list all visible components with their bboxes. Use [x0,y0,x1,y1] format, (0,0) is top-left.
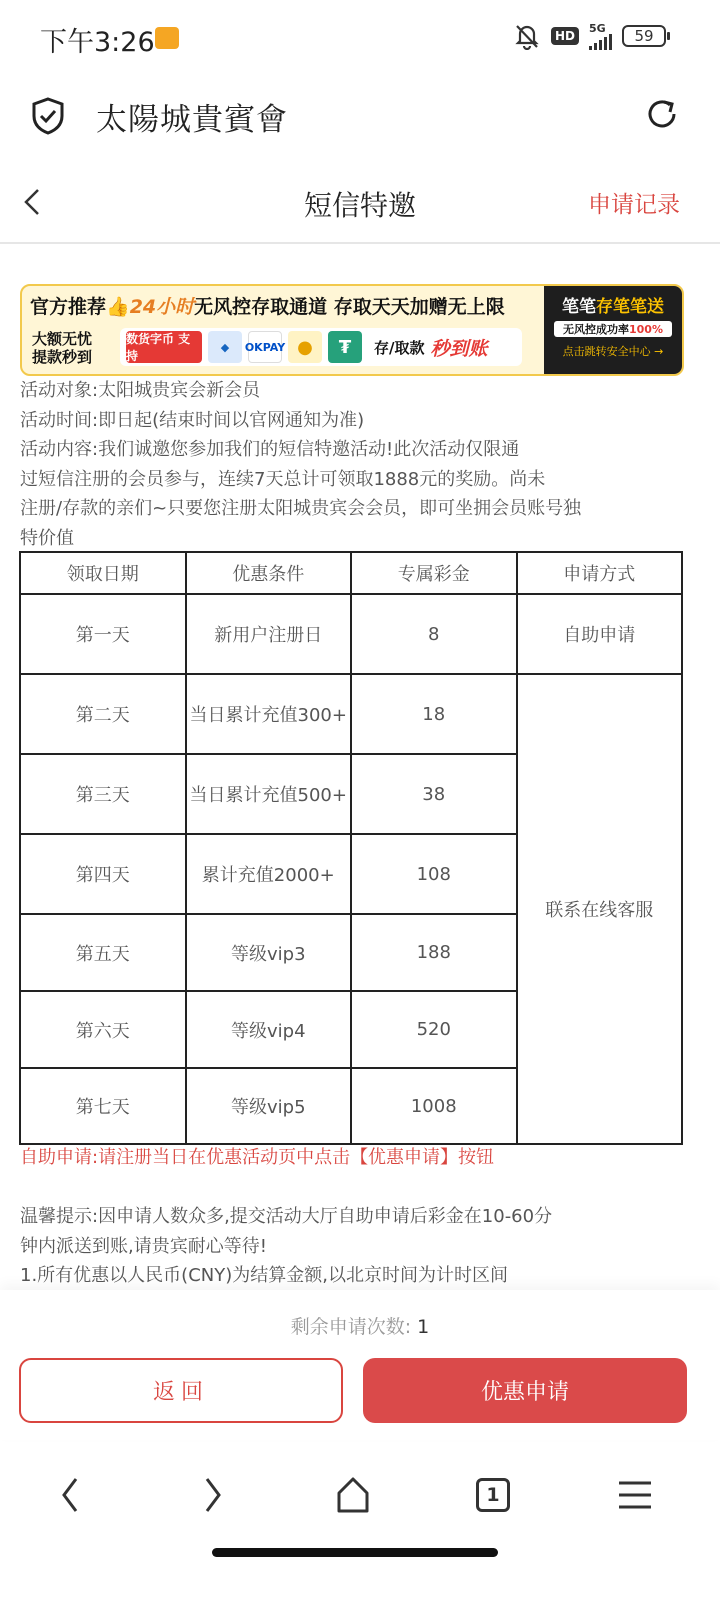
banner-right-title-c: 笔笔送 [613,297,664,317]
network-type: 5G [589,21,606,35]
cell-bonus: 8 [351,594,517,674]
tips-line-1: 温馨提示:因申请人数众多,提交活动大厅自助申请后彩金在10-60分 [20,1206,553,1227]
cell-condition: 等级vip3 [186,914,352,991]
banner-headline-c: 无风控存取通道 存取天天加赠无上限 [194,296,505,318]
apply-record-link[interactable]: 申请记录 [588,192,680,218]
home-indicator[interactable] [212,1548,498,1557]
page-title: 短信特邀 [303,189,416,222]
banner-right-title-b: 存 [596,297,613,317]
banner-headline-a: 官方推荐 [30,296,107,318]
cell-day: 第一天 [20,594,186,674]
banner-right-title [544,292,682,317]
apply-bonus-button[interactable]: 优惠申请 [363,1358,687,1423]
return-button[interactable]: 返回 [19,1358,343,1423]
cell-bonus: 38 [351,754,517,834]
intro-time: 活动时间:即日起(结束时间以官网通知为准) [20,409,365,431]
gold-egg-icon: ● [288,331,322,363]
browser-bottom-nav [0,1448,720,1538]
status-icons [513,22,666,50]
table-row [20,594,682,674]
deposit-withdraw-label: 存/取款 [374,338,425,357]
cell-day: 第七天 [20,1068,186,1144]
okpay-logo: OKPAY [248,331,282,363]
header-method: 申请方式 [517,552,683,594]
notification-app-icon [155,27,179,49]
cell-method: 自助申请 [517,594,683,674]
intro-target: 活动对象:太阳城贵宾会新会员 [20,380,261,401]
security-center-link: 点击跳转安全中心 → [562,345,664,358]
nav-home-button[interactable] [328,1470,378,1520]
tab-count: 1 [476,1478,510,1512]
cell-condition: 等级vip4 [186,991,352,1068]
hd-badge: HD [551,27,579,45]
cell-condition: 累计充值2000+ [186,834,352,914]
cell-day: 第二天 [20,674,186,754]
intro-content-1: 活动内容:我们诚邀您参加我们的短信特邀活动!此次活动仅限通 [20,439,520,460]
success-rate-value: 100% [629,323,663,336]
cell-day: 第三天 [20,754,186,834]
cell-condition: 新用户注册日 [186,594,352,674]
mute-bell-icon [513,22,541,50]
nav-tabs-button[interactable] [468,1470,518,1520]
self-apply-notice: 自助申请:请注册当日在优惠活动页中点击【优惠申请】按钮 [20,1147,495,1168]
instant-label: 秒到账 [430,337,488,360]
page-nav-bar [0,160,720,244]
tips-section [20,1202,700,1291]
shield-check-icon[interactable] [30,96,66,136]
cell-day: 第六天 [20,991,186,1068]
chevron-right-icon [201,1475,225,1515]
promo-banner[interactable] [20,284,684,376]
table-row [20,674,682,754]
header-condition: 优惠条件 [186,552,352,594]
cell-condition: 等级vip5 [186,1068,352,1144]
banner-left-text: 大额无忧 提款秒到 [32,330,93,366]
cell-condition: 当日累计充值500+ [186,754,352,834]
banner-headline-b: 24小时 [129,296,195,318]
activity-intro [20,376,700,553]
action-panel [0,1290,720,1440]
cell-bonus: 188 [351,914,517,991]
menu-icon [617,1479,653,1511]
battery-icon: 59 [622,25,666,47]
header-bonus: 专属彩金 [351,552,517,594]
site-title: 太陽城貴賓會 [96,102,288,138]
cell-method-merged: 联系在线客服 [517,674,683,1144]
cell-bonus: 520 [351,991,517,1068]
banner-headline [30,292,505,319]
intro-content-2: 过短信注册的会员参与，连续7天总计可领取1888元的奖励。尚未 [20,468,546,490]
header-date: 领取日期 [20,552,186,594]
intro-content-3: 注册/存款的亲们~只要您注册太阳城贵宾会会员，即可坐拥会员账号独 [20,498,582,519]
thumbs-up-icon: 👍 [106,296,130,318]
status-bar [0,0,720,76]
banner-right [544,286,682,374]
tips-line-3: 1.所有优惠以人民币(CNY)为结算金额,以北京时间为计时区间 [20,1265,508,1286]
intro-content-4: 特价值 [20,527,74,549]
table-header-row [20,552,682,594]
tether-logo-icon: ₮ [328,331,362,363]
wallet-logo-icon: ◆ [208,331,242,363]
nav-menu-button[interactable] [610,1470,660,1520]
payment-methods [120,328,522,366]
cell-bonus: 1008 [351,1068,517,1144]
banner-right-title-a: 笔笔 [562,297,596,317]
deposit-withdraw-text [368,331,516,363]
browser-header [0,76,720,156]
bonus-table [19,551,683,1145]
home-icon [333,1475,373,1515]
crypto-chip: 数货字币 支持 [126,331,202,363]
remaining-label: 剩余申请次数: [290,1316,412,1338]
cell-day: 第四天 [20,834,186,914]
cell-day: 第五天 [20,914,186,991]
cell-condition: 当日累计充值300+ [186,674,352,754]
success-rate-label: 无风控成功率 [563,323,629,336]
nav-forward-button[interactable] [188,1470,238,1520]
signal-icon [589,23,612,50]
cell-bonus: 108 [351,834,517,914]
remaining-count: 1 [417,1316,430,1338]
chevron-left-icon [58,1475,82,1515]
remaining-applications [0,1312,720,1339]
cell-bonus: 18 [351,674,517,754]
tips-line-2: 钟内派送到账,请贵宾耐心等待! [20,1235,267,1257]
success-rate [554,321,672,337]
refresh-icon[interactable] [644,96,680,132]
status-time: 下午3:26 [40,27,155,58]
nav-back-button[interactable] [45,1470,95,1520]
banner-left [22,286,547,374]
